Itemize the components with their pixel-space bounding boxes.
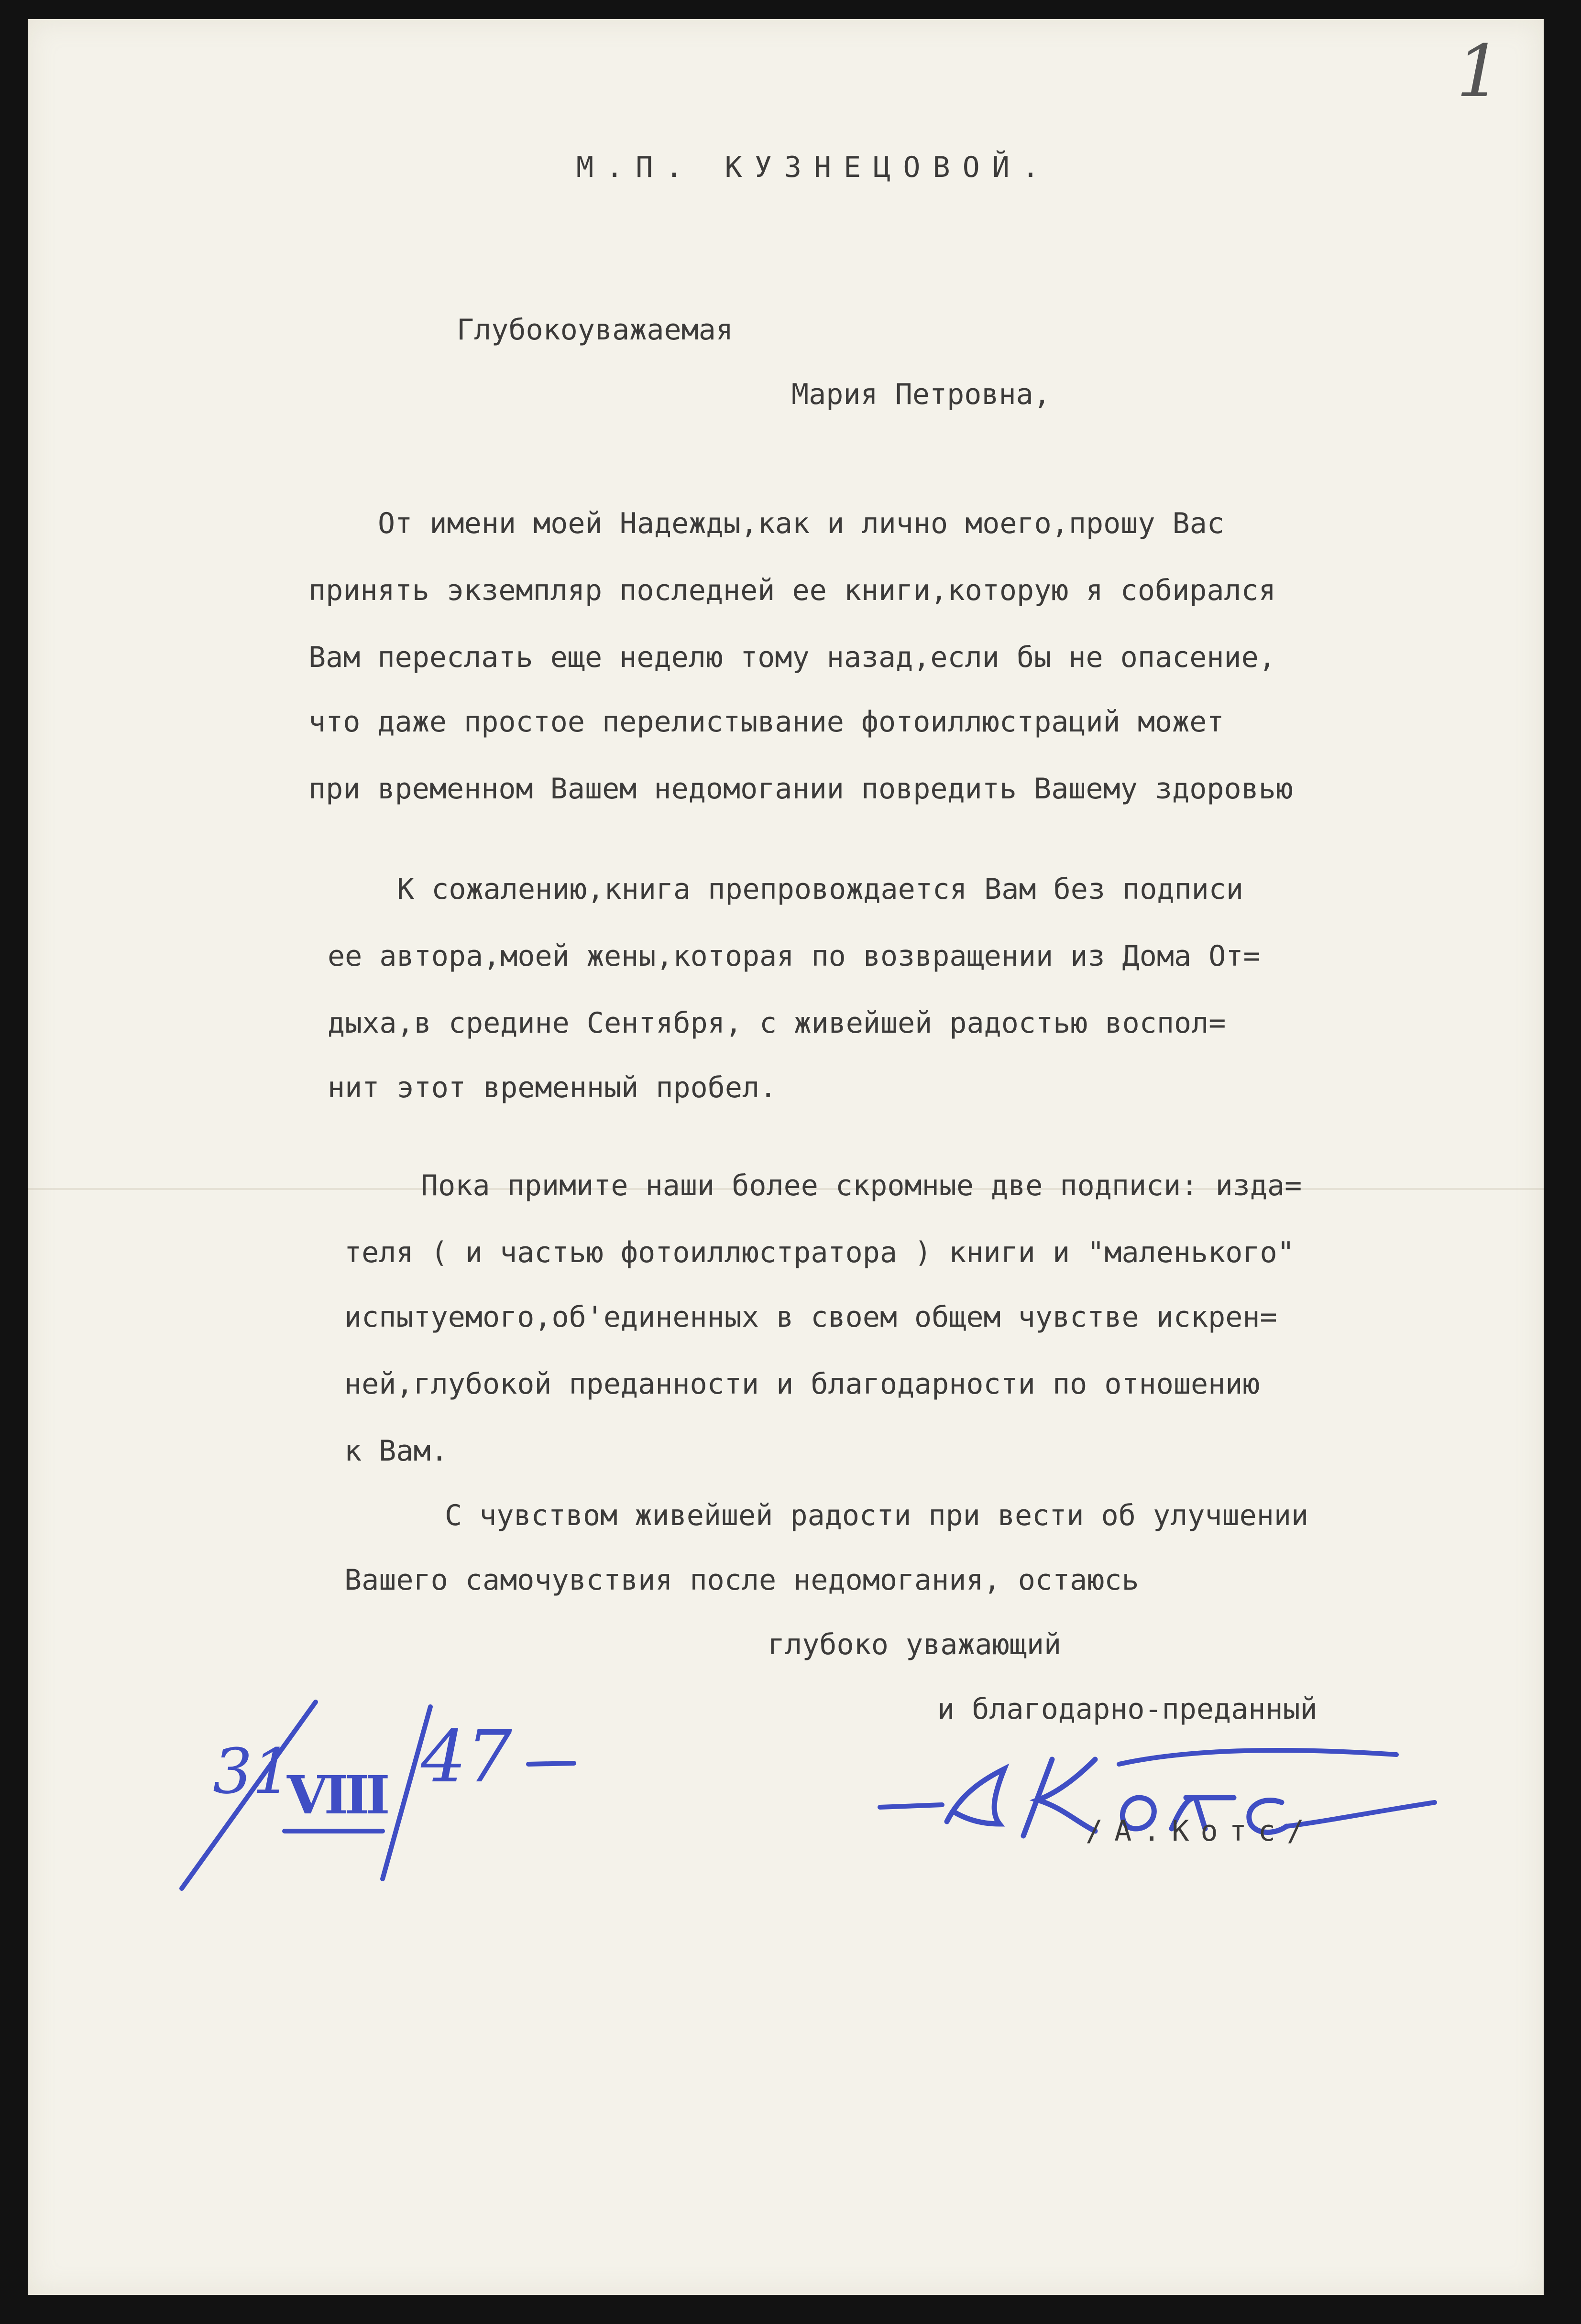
paragraph-1-line-4: что даже простое перелистывание фотоиллюстраций может	[308, 705, 1224, 739]
paragraph-4-line-2: Вашего самочувствия после недомогания, остаюсь	[344, 1563, 1139, 1597]
handwritten-date-year: 47	[421, 1715, 512, 1799]
letter-sheet	[28, 19, 1544, 2295]
paragraph-3-line-3: испытуемого,об'единенных в своем общем чувстве искрен=	[344, 1300, 1277, 1334]
paragraph-3-line-5: к Вам.	[344, 1434, 448, 1468]
paragraph-1-line-2: принять экземпляр последней ее книги,которую я собирался	[308, 574, 1276, 607]
paragraph-1-line-5: при временном Вашем недомогании повредить Вашему здоровью	[308, 772, 1294, 806]
handwritten-date-month: VIII	[287, 1764, 386, 1826]
paragraph-2-line-3: дыха,в средине Сентября, с живейшей радостью воспол=	[328, 1006, 1226, 1040]
typed-signature-name: /А.Котс/	[1086, 1814, 1316, 1848]
closing-line-2: и благодарно-преданный	[937, 1692, 1318, 1726]
paragraph-2-line-4: нит этот временный пробел.	[328, 1071, 777, 1104]
paragraph-3-line-4: ней,глубокой преданности и благодарности по отношению	[344, 1367, 1260, 1401]
paragraph-2-line-2: ее автора,моей жены,которая по возвращении из Дома От=	[328, 939, 1261, 973]
addressee-heading: М.П. КУЗНЕЦОВОЙ.	[576, 151, 1052, 184]
page-number: 1	[1456, 30, 1502, 113]
paragraph-3-line-1: Пока примите наши более скромные две подписи: изда=	[421, 1169, 1302, 1202]
closing-line-1: глубоко уважающий	[768, 1628, 1062, 1661]
paragraph-2-line-1: К сожалению,книга препровождается Вам без подписи	[397, 873, 1244, 906]
paragraph-3-line-2: теля ( и частью фотоиллюстратора ) книги и "маленького"	[344, 1236, 1295, 1269]
paragraph-1-line-1: От имени моей Надежды,как и лично моего,прошу Вас	[378, 507, 1225, 540]
paragraph-4-line-1: С чувством живейшей радости при вести об улучшении	[445, 1499, 1309, 1532]
paragraph-1-line-3: Вам переслать еще неделю тому назад,если бы не опасение,	[308, 641, 1276, 674]
date-trailing-dash	[526, 1759, 579, 1769]
date-month-underline	[282, 1826, 387, 1836]
salutation-line-2: Мария Петровна,	[791, 378, 1051, 411]
handwritten-date-day: 31	[213, 1735, 292, 1808]
salutation-line-1: Глубокоуважаемая	[457, 313, 733, 347]
